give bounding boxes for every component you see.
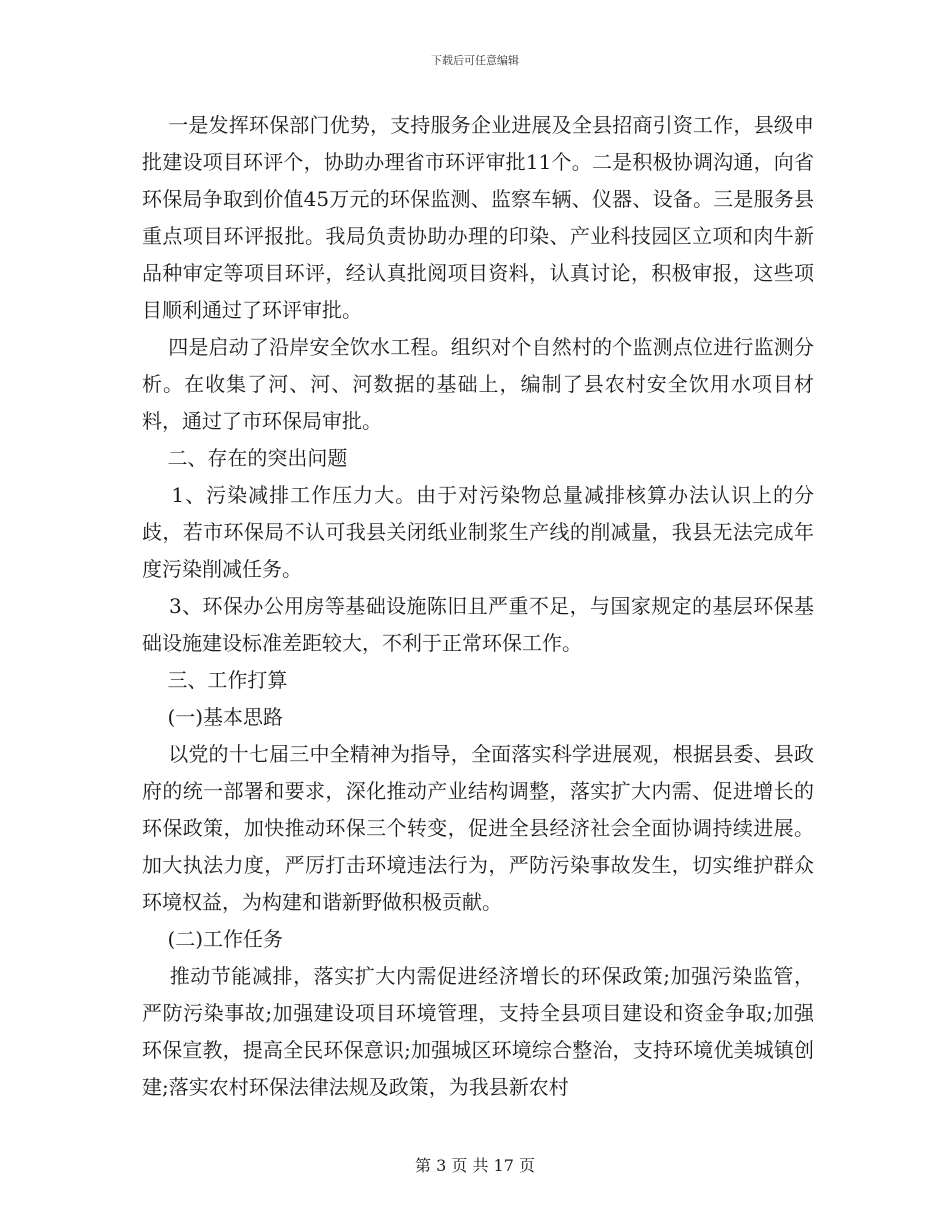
section-heading-plans: 三、工作打算 <box>142 668 288 692</box>
document-body <box>142 107 814 1106</box>
paragraph-5: 以党的十七届三中全精神为指导，全面落实科学进展观，根据县委、县政府的统一部署和要求，深化推动产业结构调整，落实扩大内需、促进增长的环保政策，加快推动环保三个转变，促进全县经济社会全面协调持续进展。加大执法力度，严厉打击环境违法行为，严防污染事故发生，切实维护群众环境权益，为构建和谐新野做积极贡献。 <box>142 742 814 914</box>
paragraph-6: 推动节能减排，落实扩大内需促进经济增长的环保政策;加强污染监管，严防污染事故;加强建设项目环境管理，支持全县项目建设和资金争取;加强环保宣教，提高全民环保意识;加强城区环境综合整治，支持环境优美城镇创建;落实农村环保法律法规及政策，为我县新农村 <box>142 964 814 1099</box>
paragraph-2: 四是启动了沿岸安全饮水工程。组织对个自然村的个监测点位进行监测分析。在收集了河、河、河数据的基础上，编制了县农村安全饮用水项目材料，通过了市环保局审批。 <box>142 335 814 433</box>
paragraph-1: 一是发挥环保部门优势，支持服务企业进展及全县招商引资工作，县级申批建设项目环评个，协助办理省市环评审批11个。二是积极协调沟通，向省环保局争取到价值45万元的环保监测、监察车辆、仪器、设备。三是服务县重点项目环评报批。我局负责协助办理的印染、产业科技园区立项和肉牛新品种审定等项目环评，经认真批阅项目资料，认真讨论，积极审报，这些项目顺利通过了环评审批。 <box>142 113 814 322</box>
subheading-work-tasks: (二)工作任务 <box>142 927 284 951</box>
paragraph-4: 3、环保办公用房等基础设施陈旧且严重不足，与国家规定的基层环保基础设施建设标准差距较大，不利于正常环保工作。 <box>142 594 814 655</box>
subheading-basic-approach: (一)基本思路 <box>142 705 284 729</box>
page-number: 第 3 页 共 17 页 <box>415 1156 535 1175</box>
section-heading-problems: 二、存在的突出问题 <box>142 446 348 470</box>
paragraph-3: 1、污染减排工作压力大。由于对污染物总量减排核算办法认识上的分歧，若市环保局不认可我县关闭纸业制浆生产线的削减量，我县无法完成年度污染削减任务。 <box>142 483 814 581</box>
page-header-note: 下载后可任意编辑 <box>431 54 519 67</box>
